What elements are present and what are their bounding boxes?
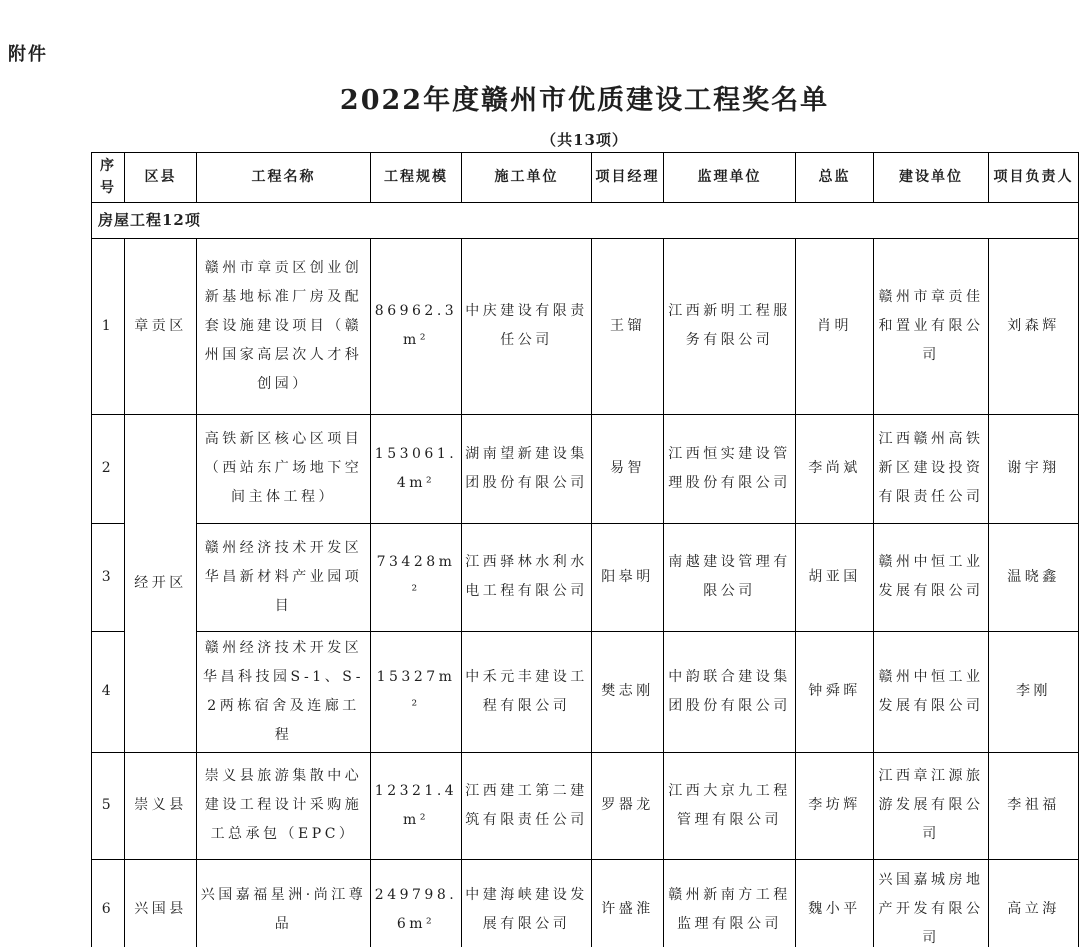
attachment-label: 附件 <box>8 44 48 65</box>
cell-district: 章贡区 <box>125 238 197 414</box>
cell-project: 崇义县旅游集散中心建设工程设计采购施工总承包（EPC） <box>197 752 371 859</box>
cell-manager: 许盛淮 <box>592 859 664 947</box>
cell-district: 崇义县 <box>125 752 197 859</box>
cell-project: 赣州经济技术开发区华昌科技园S-1、S-2两栋宿舍及连廊工程 <box>197 631 371 752</box>
cell-lead: 温晓鑫 <box>989 523 1079 631</box>
cell-contractor: 中禾元丰建设工程有限公司 <box>462 631 592 752</box>
cell-supervision: 中韵联合建设集团股份有限公司 <box>664 631 796 752</box>
col-scale: 工程规模 <box>371 153 462 203</box>
cell-owner: 赣州中恒工业发展有限公司 <box>874 631 989 752</box>
section-label: 房屋工程12项 <box>92 202 1079 238</box>
cell-lead: 谢宇翔 <box>989 414 1079 523</box>
cell-contractor: 中建海峡建设发展有限公司 <box>462 859 592 947</box>
cell-lead: 李刚 <box>989 631 1079 752</box>
col-manager: 项目经理 <box>592 153 664 203</box>
cell-no: 4 <box>92 631 125 752</box>
table-row <box>92 631 1079 752</box>
cell-project: 兴国嘉福星洲·尚江尊品 <box>197 859 371 947</box>
col-contractor: 施工单位 <box>462 153 592 203</box>
cell-manager: 阳皋明 <box>592 523 664 631</box>
cell-supervision: 江西新明工程服务有限公司 <box>664 238 796 414</box>
cell-project: 赣州经济技术开发区华昌新材料产业园项目 <box>197 523 371 631</box>
cell-supervision: 南越建设管理有限公司 <box>664 523 796 631</box>
cell-manager: 王镏 <box>592 238 664 414</box>
cell-district: 兴国县 <box>125 859 197 947</box>
table-row <box>92 523 1079 631</box>
col-lead: 项目负责人 <box>989 153 1079 203</box>
cell-scale: 12321.4m² <box>371 752 462 859</box>
cell-scale: 86962.3m² <box>371 238 462 414</box>
table-row <box>92 414 1079 523</box>
table-row <box>92 238 1079 414</box>
header-row <box>92 153 1079 203</box>
table-row <box>92 752 1079 859</box>
cell-district-merged: 经开区 <box>125 414 197 752</box>
cell-project: 赣州市章贡区创业创新基地标准厂房及配套设施建设项目（赣州国家高层次人才科创园） <box>197 238 371 414</box>
cell-no: 3 <box>92 523 125 631</box>
cell-chief: 李坊辉 <box>796 752 874 859</box>
col-no: 序号 <box>92 153 125 203</box>
cell-no: 5 <box>92 752 125 859</box>
cell-manager: 罗器龙 <box>592 752 664 859</box>
cell-owner: 江西章江源旅游发展有限公司 <box>874 752 989 859</box>
page-title: 2022年度赣州市优质建设工程奖名单 <box>339 85 830 116</box>
cell-supervision: 江西恒实建设管理股份有限公司 <box>664 414 796 523</box>
cell-chief: 钟舜晖 <box>796 631 874 752</box>
cell-no: 6 <box>92 859 125 947</box>
cell-scale: 249798.6m² <box>371 859 462 947</box>
cell-chief: 魏小平 <box>796 859 874 947</box>
cell-contractor: 中庆建设有限责任公司 <box>462 238 592 414</box>
cell-lead: 李祖福 <box>989 752 1079 859</box>
cell-project: 高铁新区核心区项目（西站东广场地下空间主体工程） <box>197 414 371 523</box>
cell-chief: 胡亚国 <box>796 523 874 631</box>
cell-no: 2 <box>92 414 125 523</box>
cell-chief: 肖明 <box>796 238 874 414</box>
col-supervision: 监理单位 <box>664 153 796 203</box>
cell-supervision: 赣州新南方工程监理有限公司 <box>664 859 796 947</box>
cell-chief: 李尚斌 <box>796 414 874 523</box>
cell-scale: 15327m² <box>371 631 462 752</box>
cell-supervision: 江西大京九工程管理有限公司 <box>664 752 796 859</box>
col-owner: 建设单位 <box>874 153 989 203</box>
cell-scale: 153061.4m² <box>371 414 462 523</box>
col-project: 工程名称 <box>197 153 371 203</box>
section-row <box>92 202 1079 238</box>
cell-manager: 易智 <box>592 414 664 523</box>
cell-owner: 兴国嘉城房地产开发有限公司 <box>874 859 989 947</box>
cell-lead: 刘森辉 <box>989 238 1079 414</box>
cell-lead: 高立海 <box>989 859 1079 947</box>
cell-contractor: 江西建工第二建筑有限责任公司 <box>462 752 592 859</box>
cell-owner: 江西赣州高铁新区建设投资有限责任公司 <box>874 414 989 523</box>
cell-manager: 樊志刚 <box>592 631 664 752</box>
title-block <box>91 78 1078 150</box>
col-chief: 总监 <box>796 153 874 203</box>
cell-scale: 73428m² <box>371 523 462 631</box>
col-district: 区县 <box>125 153 197 203</box>
page-subtitle: （共13项） <box>541 131 628 149</box>
cell-contractor: 湖南望新建设集团股份有限公司 <box>462 414 592 523</box>
table-row <box>92 859 1079 947</box>
cell-owner: 赣州市章贡佳和置业有限公司 <box>874 238 989 414</box>
cell-contractor: 江西驿林水利水电工程有限公司 <box>462 523 592 631</box>
awards-table <box>91 152 1079 947</box>
cell-no: 1 <box>92 238 125 414</box>
cell-owner: 赣州中恒工业发展有限公司 <box>874 523 989 631</box>
